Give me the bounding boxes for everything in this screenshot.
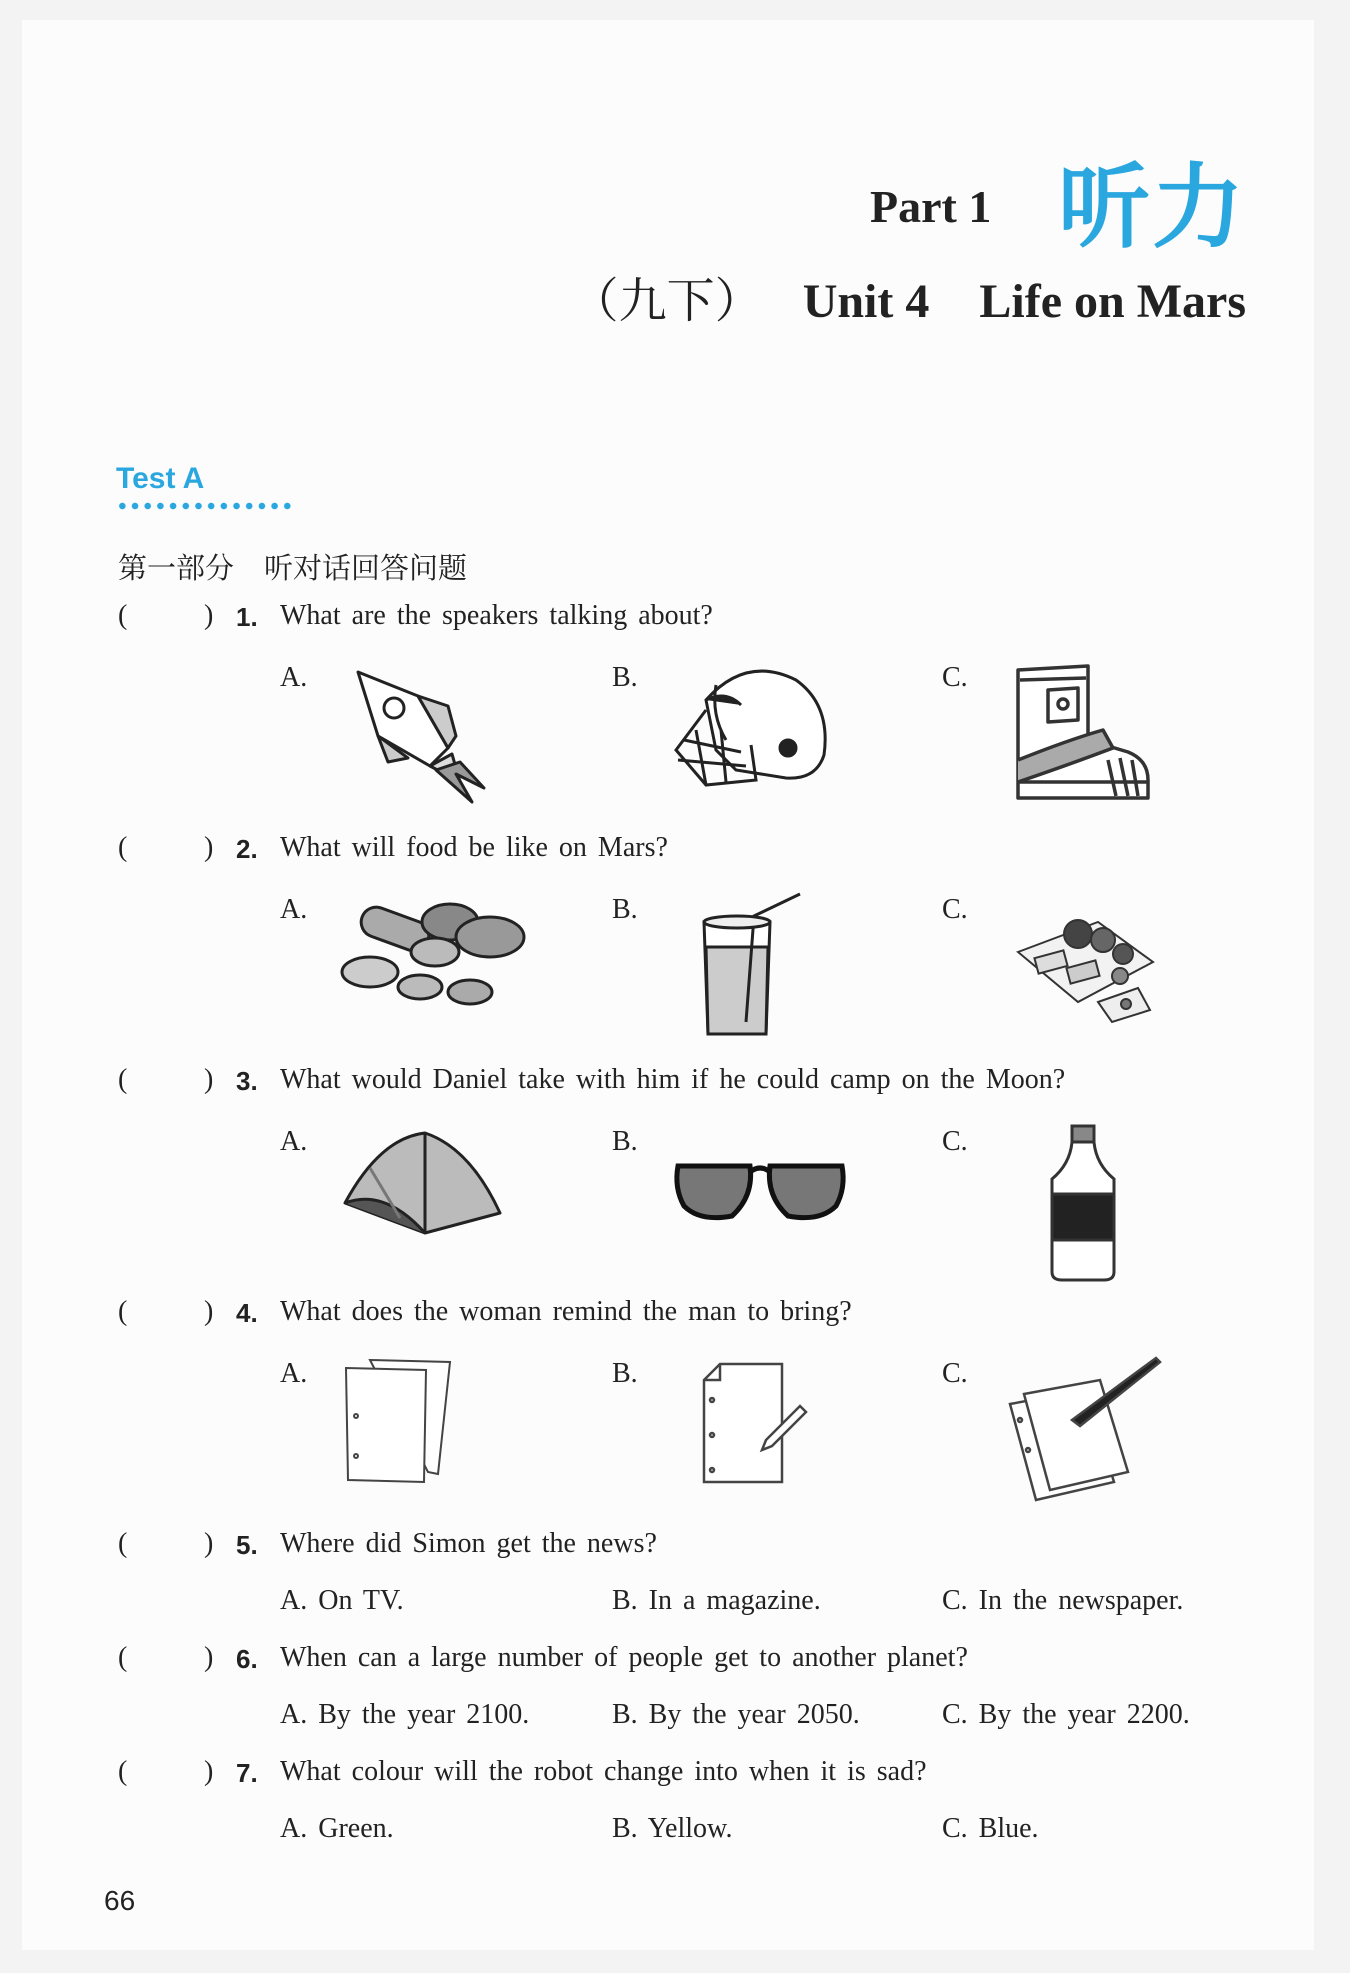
option-a: A. On TV. xyxy=(280,1585,404,1616)
option-label-c: C. xyxy=(942,1358,968,1389)
answer-paren-left: ( xyxy=(118,1756,128,1787)
unit-grade: （九下） xyxy=(570,273,763,329)
answer-paren-right: ) xyxy=(204,1296,214,1327)
answer-paren-left: ( xyxy=(118,1642,128,1673)
answer-paren-left: ( xyxy=(118,832,128,863)
unit-heading xyxy=(571,262,1246,331)
question-number: 5. xyxy=(236,1530,258,1560)
option-label-a: A. xyxy=(280,1126,308,1157)
option-label-a: A. xyxy=(280,662,308,693)
answer-paren-left: ( xyxy=(118,600,128,631)
sunglasses-icon xyxy=(670,1156,850,1226)
papers-pen-icon xyxy=(1006,1354,1166,1504)
question-number: 6. xyxy=(236,1644,258,1674)
question-number: 4. xyxy=(236,1298,258,1328)
option-label-b: B. xyxy=(612,662,638,693)
part-chinese-title: 听力 xyxy=(1058,154,1247,261)
question-text: What would Daniel take with him if he could camp on the Moon? xyxy=(280,1064,1066,1095)
unit-number: Unit 4 xyxy=(802,275,930,328)
question-text: When can a large number of people get to another planet? xyxy=(280,1642,968,1673)
answer-paren-left: ( xyxy=(118,1528,128,1559)
pills-icon xyxy=(340,892,530,1007)
section-title xyxy=(118,546,467,587)
boot-icon xyxy=(1008,660,1158,810)
question-number: 3. xyxy=(236,1066,258,1096)
document-pencil-icon xyxy=(700,1360,810,1485)
answer-paren-right: ) xyxy=(204,1528,214,1559)
option-c: C. By the year 2200. xyxy=(942,1699,1190,1730)
answer-paren-left: ( xyxy=(118,1064,128,1095)
answer-paren-right: ) xyxy=(204,600,214,631)
part-label: Part 1 xyxy=(870,181,992,232)
question-number: 1. xyxy=(236,602,258,632)
page-number: 66 xyxy=(104,1885,136,1916)
tent-icon xyxy=(340,1128,505,1238)
option-label-c: C. xyxy=(942,894,968,925)
option-b: B. By the year 2050. xyxy=(612,1699,860,1730)
football-helmet-icon xyxy=(666,660,836,795)
answer-paren-right: ) xyxy=(204,1756,214,1787)
option-c: C. Blue. xyxy=(942,1813,1039,1844)
question-number: 7. xyxy=(236,1758,258,1788)
food-plate-icon xyxy=(1008,892,1158,1032)
question-text: Where did Simon get the news? xyxy=(280,1528,657,1559)
question-text: What does the woman remind the man to bring? xyxy=(280,1296,852,1327)
dotted-underline xyxy=(116,502,296,510)
section-instruction: 听对话回答问题 xyxy=(264,551,468,585)
option-label-b: B. xyxy=(612,894,638,925)
papers-icon xyxy=(340,1356,455,1486)
option-a: A. By the year 2100. xyxy=(280,1699,530,1730)
option-b: B. In a magazine. xyxy=(612,1585,821,1616)
option-label-c: C. xyxy=(942,1126,968,1157)
question-number: 2. xyxy=(236,834,258,864)
drink-glass-icon xyxy=(696,892,806,1042)
question-text: What are the speakers talking about? xyxy=(280,600,713,631)
question-text: What will food be like on Mars? xyxy=(280,832,668,863)
option-b: B. Yellow. xyxy=(612,1813,733,1844)
answer-paren-right: ) xyxy=(204,832,214,863)
option-c: C. In the newspaper. xyxy=(942,1585,1184,1616)
answer-paren-right: ) xyxy=(204,1064,214,1095)
option-label-b: B. xyxy=(612,1358,638,1389)
option-label-a: A. xyxy=(280,894,308,925)
option-label-b: B. xyxy=(612,1126,638,1157)
bottle-icon xyxy=(1044,1124,1124,1284)
section-label: 第一部分 xyxy=(118,551,235,585)
unit-title: Life on Mars xyxy=(979,275,1246,328)
answer-paren-right: ) xyxy=(204,1642,214,1673)
option-label-c: C. xyxy=(942,662,968,693)
option-label-a: A. xyxy=(280,1358,308,1389)
option-a: A. Green. xyxy=(280,1813,394,1844)
test-title: Test A xyxy=(116,462,205,495)
rocket-icon xyxy=(348,666,493,806)
question-text: What colour will the robot change into when it is sad? xyxy=(280,1756,927,1787)
answer-paren-left: ( xyxy=(118,1296,128,1327)
